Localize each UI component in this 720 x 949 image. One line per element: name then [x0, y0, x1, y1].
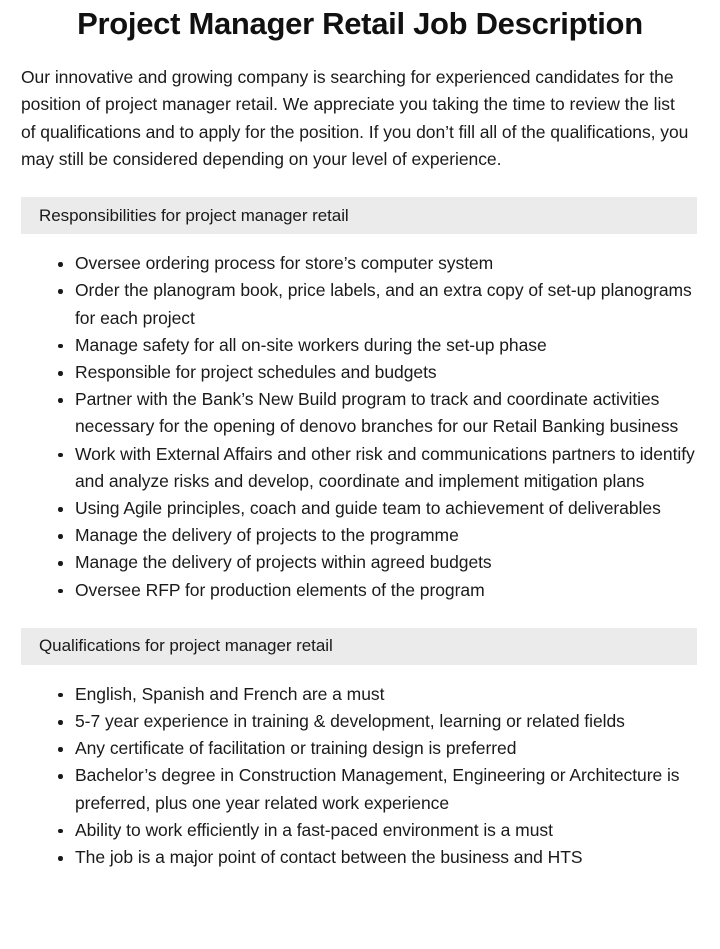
list-item: The job is a major point of contact between the business and HTS: [58, 844, 696, 871]
page-title: Project Manager Retail Job Description: [77, 6, 643, 41]
list-item: Manage the delivery of projects within agreed budgets: [58, 549, 696, 576]
section-heading-text: Responsibilities for project manager retail: [39, 205, 349, 225]
list-item: Manage the delivery of projects to the programme: [58, 522, 696, 549]
qualifications-list: [0, 665, 720, 871]
section-header-qualifications: [21, 628, 697, 665]
list-item: Any certificate of facilitation or training design is preferred: [58, 735, 696, 762]
list-item: Order the planogram book, price labels, and an extra copy of set-up planograms for each project: [58, 277, 696, 331]
list-item: Responsible for project schedules and budgets: [58, 359, 696, 386]
list-item: Oversee ordering process for store’s computer system: [58, 250, 696, 277]
list-item: Oversee RFP for production elements of the program: [58, 577, 696, 604]
list-item: Partner with the Bank’s New Build program to track and coordinate activities necessary for the opening of denovo branches for our Retail Banking business: [58, 386, 696, 440]
section-qualifications: [0, 628, 720, 871]
list-item: Bachelor’s degree in Construction Management, Engineering or Architecture is preferred, plus one year related work experience: [58, 762, 696, 816]
list-item: Manage safety for all on-site workers during the set-up phase: [58, 332, 696, 359]
list-item: English, Spanish and French are a must: [58, 681, 696, 708]
section-header-responsibilities: [21, 197, 697, 234]
responsibilities-list: [0, 234, 720, 604]
intro-paragraph: Our innovative and growing company is searching for experienced candidates for the position of project manager retail. We appreciate you taking the time to review the list of qualifications and to apply for the position. If you don’t fill all of the qualifications, you may still be considered depending on your level of experience.: [21, 67, 689, 169]
list-item: 5-7 year experience in training & development, learning or related fields: [58, 708, 696, 735]
section-responsibilities: [0, 197, 720, 604]
list-item: Work with External Affairs and other risk and communications partners to identify and analyze risks and develop, coordinate and implement mitigation plans: [58, 441, 696, 495]
list-item: Using Agile principles, coach and guide team to achievement of deliverables: [58, 495, 696, 522]
list-item: Ability to work efficiently in a fast-paced environment is a must: [58, 817, 696, 844]
section-heading-text: Qualifications for project manager retail: [39, 636, 333, 656]
